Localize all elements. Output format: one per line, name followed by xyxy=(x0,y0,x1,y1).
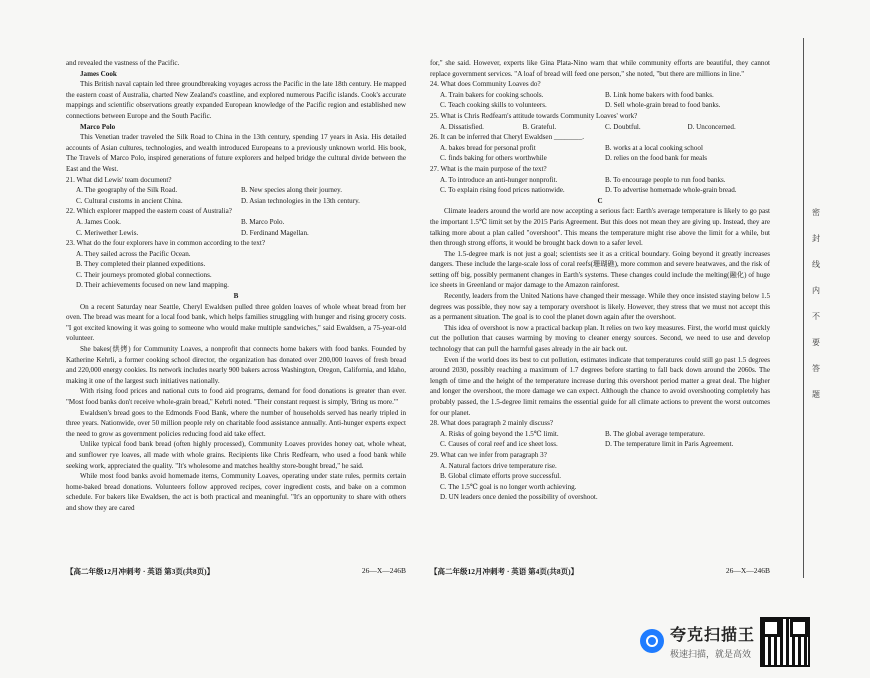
option: D. Asian technologies in the 13th century. xyxy=(241,196,360,205)
footer-page-4 xyxy=(430,566,770,577)
footer-code: 26—X—246B xyxy=(361,566,406,575)
paragraph: Recently, leaders from the United Nations have changed their message. While they once insisted staying below 1.5 degrees was possible, they now say a temporary overshoot is likely. However, they stress that we must not accept this as a permanent situation. The goal is to cool the planet down again after the overshoot. xyxy=(430,292,770,322)
option: C. To explain rising food prices nationwide. xyxy=(440,186,565,195)
option: B. New species along their journey. xyxy=(241,186,342,195)
question-27: 27. What is the main purpose of the text? xyxy=(430,164,547,173)
seal-char: 内 xyxy=(812,286,820,295)
question-21: 21. What did Lewis' team document? xyxy=(66,175,172,184)
section-b-heading: B xyxy=(233,292,239,301)
option: B. To encourage people to run food banks. xyxy=(605,175,726,184)
option: D. relies on the food bank for meals xyxy=(605,154,708,163)
question-25-options xyxy=(430,122,770,133)
question-26: 26. It can be inferred that Cheryl Ewaldsen ________. xyxy=(430,133,585,142)
section-c-heading: C xyxy=(597,196,603,205)
paragraph: and revealed the vastness of the Pacific. xyxy=(66,59,180,67)
option: C. Their journeys promoted global connections. xyxy=(76,270,212,279)
footer-page-3 xyxy=(66,566,406,577)
paragraph: This British naval captain led three groundbreaking voyages across the Pacific in the late 18th century. He mapped the eastern coast of Australia, charted New Zealand's coastline, and explored numerous Pacific islands. Cook's accurate mappings and scientific observations greatly expanded European knowledge of the Pacific region and established new connections between Europe and the South Pacific. xyxy=(66,80,406,120)
paragraph: for," she said. However, experts like Gina Plata-Nino warn that while community efforts are beautiful, they cannot replace government services. "A loaf of bread will feed one person," she noted, "but there are millions in line." xyxy=(430,59,770,78)
seal-line xyxy=(803,38,804,578)
question-22: 22. Which explorer mapped the eastern coast of Australia? xyxy=(66,207,232,216)
option: D. Unconcerned. xyxy=(687,122,736,131)
question-26-options xyxy=(430,143,770,164)
option: C. The 1.5℃ goal is no longer worth achieving. xyxy=(440,482,577,491)
seal-char: 要 xyxy=(812,338,820,347)
question-24: 24. What does Community Loaves do? xyxy=(430,80,541,89)
paragraph: This idea of overshoot is now a practical backup plan. It relies on two key measures. First, the world must quickly cut the pollution that causes warming by moving to cleaner energy sources. Second, we need to use and develop technology that can pull the harmful gases already in the air back out. xyxy=(430,323,770,354)
option: C. Causes of coral reef and ice sheet loss. xyxy=(440,440,558,449)
question-23-options xyxy=(66,249,406,291)
option: B. Global climate efforts prove successful. xyxy=(440,472,562,481)
option: A. Risks of going beyond the 1.5℃ limit. xyxy=(440,429,559,438)
paragraph: Climate leaders around the world are now accepting a serious fact: Earth's average temperature is likely to go past the important 1.5℃ limit set by the 2015 Paris Agreement. But this does not mean they are giving up. Instead, they are talking more about a plan called "overshoot". This means the temperature might rise above the limit for a while, but then through strong efforts, it would be brought back down to a safer level. xyxy=(430,207,770,248)
footer-label: 【高二年级12月冲刺考 · 英语 第3页(共8页)】 xyxy=(66,567,215,576)
scanner-name: 夸克扫描王 xyxy=(670,625,756,644)
option: B. Marco Polo. xyxy=(241,217,285,226)
question-27-options xyxy=(430,175,770,196)
option: A. bakes bread for personal profit xyxy=(440,143,536,152)
paragraph: Ewaldsen's bread goes to the Edmonds Food Bank, where the number of households served has nearly tripled in three years. Nationwide, over 50 million people rely on charitable food assistance annually. Anti-hunger experts expect the need to grow as government policies reducing food aid take effect. xyxy=(66,408,406,438)
question-28: 28. What does paragraph 2 mainly discuss? xyxy=(430,419,553,428)
option: B. They completed their planned expeditions. xyxy=(76,260,206,269)
option: D. UN leaders once denied the possibility of overshoot. xyxy=(440,493,598,502)
option: A. The geography of the Silk Road. xyxy=(76,186,178,195)
right-column xyxy=(430,58,770,503)
question-24-options xyxy=(430,90,770,111)
footer-code: 26—X—246B xyxy=(725,566,770,575)
footer-label: 【高二年级12月冲刺考 · 英语 第4页(共8页)】 xyxy=(430,567,579,576)
seal-char: 线 xyxy=(812,260,820,269)
option: A. James Cook. xyxy=(76,217,121,226)
paragraph: Unlike typical food bank bread (often highly processed), Community Loaves provides honey oat, whole wheat, and sunflower rye loaves, all made with whole grains. Recipients like Chris Redfearn, who used a food bank while seeking work, appreciated the quality. "It's wholesome and matches healthy store-bought bread," he said. xyxy=(66,440,406,470)
paragraph: The 1.5-degree mark is not just a goal; scientists see it as a critical boundary. Going beyond it greatly increases dangers. These include the large-scale loss of coral reefs(珊瑚礁), more common and severe heatwaves, and the risk of setting off big, possibly permanent changes in Earth's systems. These changes could include the melting(融化) of huge ice sheets in Greenland or major damage to the Amazon rainforest. xyxy=(430,249,770,290)
heading-james-cook: James Cook xyxy=(80,69,117,78)
seal-char: 不 xyxy=(812,312,820,321)
option: B. The global average temperature. xyxy=(605,429,705,438)
paragraph: This Venetian trader traveled the Silk Road to China in the 13th century, spending 17 years in Asia. His detailed accounts of Asian cultures, technologies, and wealth introduced Europeans to a previously unknown world. His book, The Travels of Marco Polo, inspired generations of future explorers and helped bridge the cultural divide between the East and the West. xyxy=(66,133,406,173)
seal-char: 封 xyxy=(812,234,820,243)
option: B. works at a local cooking school xyxy=(605,143,703,152)
question-23: 23. What do the four explorers have in common according to the text? xyxy=(66,239,266,248)
seal-char: 题 xyxy=(812,390,820,399)
seal-char: 答 xyxy=(812,364,820,373)
question-22-options xyxy=(66,217,406,238)
question-29: 29. What can we infer from paragraph 3? xyxy=(430,450,547,459)
option: A. Dissatisfied. xyxy=(440,122,484,131)
question-25: 25. What is Chris Redfearn's attitude towards Community Loaves' work? xyxy=(430,111,638,120)
paragraph: With rising food prices and national cuts to food aid programs, demand for food donations is greater than ever. "Most food banks don't receive whole-grain bread," Kehrli noted. "Their constant request is simply, 'Bring us more.'" xyxy=(66,387,406,406)
option: B. Grateful. xyxy=(522,122,557,131)
heading-marco-polo: Marco Polo xyxy=(80,122,116,131)
paragraph: Even if the world does its best to cut pollution, estimates indicate that temperatures could still go past 1.5 degrees around 2030, possibly reaching a maximum of 1.7 degrees before starting to fall back down around the 2060s. The length of time and the height of the temperature increase during this overshoot period matter a great deal. The higher and longer the overshoot, the more damage we can expect. Although the chance to avoid overshooting completely has probably passed, the 1.5-degree limit remains the essential guide for all climate actions to prevent the worst outcomes for our planet. xyxy=(430,355,770,417)
left-column xyxy=(66,58,406,514)
option: D. Their achievements focused on new land mapping. xyxy=(76,281,229,290)
option: A. Train bakers for cooking schools. xyxy=(440,90,544,99)
option: D. Ferdinand Magellan. xyxy=(241,228,309,237)
option: D. To advertise homemade whole-grain bread. xyxy=(605,186,737,195)
option: A. They sailed across the Pacific Ocean. xyxy=(76,249,191,258)
seal-line-text xyxy=(810,200,822,408)
option: C. Teach cooking skills to volunteers. xyxy=(440,101,547,110)
scanner-logo-icon xyxy=(640,629,664,653)
option: B. Link home bakers with food banks. xyxy=(605,90,714,99)
question-21-options xyxy=(66,185,406,206)
scanner-watermark xyxy=(640,622,755,660)
option: D. The temperature limit in Paris Agreement. xyxy=(605,440,734,449)
paragraph: On a recent Saturday near Seattle, Cheryl Ewaldsen pulled three golden loaves of whole wheat bread from her oven. The bread was meant for a local food bank, which helps families struggling with hunger and rising grocery costs. "I got excited knowing it was going to someone who would make multiple sandwiches," said Ewaldsen, a 75-year-old volunteer. xyxy=(66,302,406,343)
seal-char: 密 xyxy=(812,208,820,217)
paragraph: While most food banks avoid homemade items, Community Loaves, operating under state rules, permits certain home-baked bread donations. Volunteers follow approved recipes, cover ingredient costs, and bake on a common schedule. For bakers like Ewaldsen, the act is both practical and meaningful. "It's an opportunity to share with others and show they are cared xyxy=(66,472,406,512)
question-29-options xyxy=(430,461,770,503)
option: A. To introduce an anti-hunger nonprofit. xyxy=(440,175,558,184)
option: D. Sell whole-grain bread to food banks. xyxy=(605,101,721,110)
question-28-options xyxy=(430,429,770,450)
qr-code-icon xyxy=(760,617,810,667)
option: C. Cultural customs in ancient China. xyxy=(76,196,183,205)
paragraph: She bakes(烘烤) for Community Loaves, a nonprofit that connects home bakers with food banks. Founded by Katherine Kehrli, a former cooking school director, the organization has donated over 200,000 loaves of fresh bread and 220,000 energy cookies. Its network includes nearly 900 bakers across Washington, Oregon, California, and Idaho, making it one of the largest such initiatives nationally. xyxy=(66,345,406,385)
option: C. Doubtful. xyxy=(605,122,641,131)
scanner-slogan: 极速扫描，就是高效 xyxy=(670,650,752,660)
option: C. Meriwether Lewis. xyxy=(76,228,139,237)
option: A. Natural factors drive temperature rise. xyxy=(440,461,557,470)
option: C. finds baking for others worthwhile xyxy=(440,154,547,163)
